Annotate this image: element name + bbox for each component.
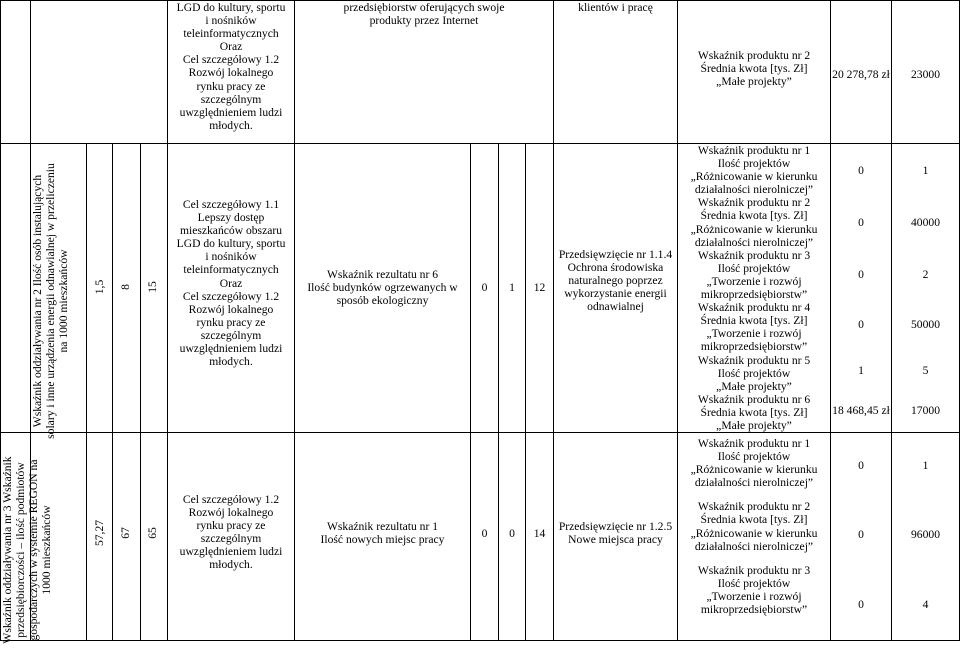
result-cell [295,1,553,27]
product-indicator [678,144,830,196]
cell-text-line: 1000 mieszkańców [40,505,54,595]
cell-text-line: Wskaźnik rezultatu nr 6 [326,268,439,281]
product-current-value: 0 [858,216,864,229]
cell-text-line: Ilość budynków ogrzewanych w [307,281,458,295]
grid-line [140,143,141,641]
cell-text-line: i nośników [205,250,257,264]
cell-text-line: sposób ekologiczny [336,294,429,308]
product-target: 23000 [911,68,940,81]
product-indicator-line: Ilość projektów [717,157,791,171]
product-current-value: 0 [858,164,864,177]
cell-text-line: „Małe projekty” [716,75,792,89]
cell-text-line: rynku pracy ze [196,315,266,329]
cell-text-line: Cel szczegółowy 1.2 [182,493,280,506]
product-indicator-line: Wskaźnik produktu nr 1 [697,144,811,157]
product-target-value: 50000 [911,318,940,331]
cell-text-line: Rozwój lokalnego [188,302,274,316]
product-indicator-line: „Tworzenie i rozwój [706,274,802,288]
result-base-value: 0 [481,281,488,294]
product-indicator-line: Ilość projektów [717,450,791,464]
cell-text-line: Wskaźnik oddziaływania nr 2 Ilość osób instalujących [31,174,44,428]
cell-text-line: Wskaźnik produktu nr 2 [697,49,811,62]
impact-mid-value: 8 [119,284,132,290]
cell-text-line: mieszkańców obszaru [179,224,283,238]
impact-base-value: 1,5 [93,279,106,295]
product-target-value: 40000 [911,216,940,229]
product-indicator-line: „Różnicowanie w kierunku [690,526,818,540]
product-indicator-line: działalności nierolniczej” [694,539,814,553]
grid-line [498,143,499,641]
product-indicator-line: „Małe projekty” [716,379,792,393]
product-indicator-line: Ilość projektów [717,576,791,590]
product-indicator-line: Średnia kwota [tys. Zł] [700,405,808,419]
cell-text-line: rynku pracy ze [196,79,266,93]
cell-text-line: klientów i pracę [578,1,653,14]
product-list [678,144,830,432]
product-current-value: 0 [858,268,864,281]
product-indicator-line: „Różnicowanie w kierunku [690,170,818,184]
grid-line [86,143,87,641]
cell-text-line: Wskaźnik rezultatu nr 1 [326,520,439,533]
cell-text-line: LGD do kultury, sportu [176,237,286,251]
product-target-value: 5 [922,364,929,377]
product-indicator-line: Wskaźnik produktu nr 4 [697,301,811,315]
product-indicator-line: działalności nierolniczej” [694,183,814,197]
cell-text-line: i nośników [205,14,257,28]
product-target-value: 96000 [911,528,940,541]
cell-text-line: przedsiębiorczości – ilość podmiotów [14,462,28,638]
product-indicator-line: działalności nierolniczej” [694,476,814,490]
product-indicator [678,196,830,248]
cell-text-line: młodych. [209,118,253,132]
product-current-value: 1 [858,364,864,377]
cell-text-line: Ochrona środowiska [567,261,664,275]
impact-target-value: 15 [146,281,159,293]
cell-text-line: Wskaźnik oddziaływania nr 3 Wskaźnik [1,456,14,644]
result-mid-value: 0 [509,527,515,540]
goal-cell [168,198,294,368]
cell-text-line: uwzględnieniem ludzi [179,342,283,356]
product-indicator-line: Wskaźnik produktu nr 3 [697,248,811,262]
product-indicator-line: Wskaźnik produktu nr 3 [697,563,811,577]
product-indicator-line: Wskaźnik produktu nr 1 [697,437,811,450]
cell-text-line: naturalnego poprzez [568,274,663,288]
cell-text-line: przedsiębiorstw oferujących swoje [343,1,505,14]
cell-text-line: szczególnym [200,532,262,546]
cell-text-line: uwzględnieniem ludzi [179,545,283,559]
cell-text-line: Nowe miejsca pracy [568,533,663,547]
cell-text-line: teleinformatycznych [183,27,279,41]
product-indicator-line: Wskaźnik produktu nr 2 [697,500,811,514]
impact-target-value: 65 [146,527,159,539]
product-indicator-line: Wskaźnik produktu nr 6 [697,392,811,406]
cell-text-line: Rozwój lokalnego [188,506,274,520]
product-indicator [678,249,830,301]
cell-text-line: młodych. [209,355,253,369]
cell-text-line: szczególnym [200,92,262,106]
cell-text-line: szczególnym [200,328,262,342]
cell-text-line: Cel szczegółowy 1.2 [182,289,280,303]
impact-indicator-label [1,448,55,652]
product-indicator-line: Ilość projektów [717,261,791,275]
goal-cell [168,493,294,572]
cell-text-line: Przedsięwzięcie nr 1.1.4 [558,248,673,261]
impact-base-value: 57,27 [93,519,106,547]
result-target-value: 14 [533,527,546,540]
cell-text-line: LGD do kultury, sportu [176,1,286,14]
product-list [678,437,830,616]
product-indicator [678,564,830,616]
product-indicator-line: „Tworzenie i rozwój [706,589,802,603]
product-indicator-line: Średnia kwota [tys. Zł] [700,314,808,328]
product-indicator-line: mikroprzedsiębiorstw” [700,603,808,617]
cell-text-line: Przedsięwzięcie nr 1.2.5 [558,520,673,533]
cell-text-line: Ilość nowych miejsc pracy [320,533,445,547]
product-indicator-line: mikroprzedsiębiorstw” [700,340,808,354]
product-indicator-line: „Małe projekty” [716,418,792,432]
product-indicator-line: „Różnicowanie w kierunku [690,222,818,236]
product-target-value: 2 [922,268,929,281]
product-indicator-line: „Różnicowanie w kierunku [690,463,818,477]
result-target-value: 12 [533,281,546,294]
result-mid-value: 1 [509,281,515,294]
product-current-value: 0 [858,528,864,541]
cell-text-line: Oraz [219,40,243,54]
cell-text-line: na 1000 mieszkańców [57,249,71,353]
product-indicator-line: działalności nierolniczej” [694,235,814,249]
row-separator [0,432,960,433]
product-target-value: 4 [922,598,929,611]
product-indicator-line: Średnia kwota [tys. Zł] [700,209,808,223]
cell-text-line: solary i inne urządzenia energii odnawialnej w przeliczeniu [44,163,58,439]
product-indicator [678,393,830,432]
product-current-value: 0 [858,318,864,331]
impact-indicator-label [31,157,71,445]
measure-cell [554,1,677,14]
product-indicator-line: Wskaźnik produktu nr 2 [697,196,811,210]
cell-text-line: Lepszy dostęp [197,211,265,225]
result-base-value: 0 [481,527,488,540]
product-amount: 20 278,78 zł [832,68,890,81]
product-indicator [678,500,830,552]
cell-text-line: odnawialnej [587,300,644,314]
product-indicator-line: mikroprzedsiębiorstw” [700,288,808,302]
product-target-value: 1 [922,459,929,472]
cell-text-line: Oraz [219,276,243,290]
cell-text-line: młodych. [209,558,253,572]
grid-line [112,143,113,641]
product-indicator-line: Wskaźnik produktu nr 5 [697,353,811,367]
cell-text-line: Cel szczegółowy 1.2 [182,53,280,67]
product-indicator-line: Średnia kwota [tys. Zł] [700,513,808,527]
product-indicator-line: „Tworzenie i rozwój [706,327,802,341]
product-current-value: 0 [858,459,864,472]
cell-text-line: rynku pracy ze [196,519,266,533]
cell-text-line: Średnia kwota [tys. Zł] [700,62,808,76]
goal-cell [168,1,294,132]
result-indicator-cell [295,520,470,546]
cell-text-line: Cel szczegółowy 1.1 [182,198,280,211]
grid-line [525,143,526,641]
product-indicator-line: Ilość projektów [717,366,791,380]
product-current-value: 18 468,45 zł [832,404,890,417]
cell-text-line: Rozwój lokalnego [188,66,274,80]
cell-text-line: wykorzystanie energii [564,287,667,301]
cell-text-line: uwzględnieniem ludzi [179,105,283,119]
cell-text-line: teleinformatycznych [183,263,279,277]
grid-line [470,143,471,641]
impact-mid-value: 67 [119,527,132,539]
product-indicator [678,437,830,489]
result-indicator-cell [295,268,470,307]
measure-cell [554,520,677,546]
cell-text-line: produkty przez Internet [369,14,479,28]
product-indicator [678,301,830,353]
product-target-value: 17000 [911,404,940,417]
product-cell [678,49,830,88]
product-current-value: 0 [858,598,864,611]
product-target-value: 1 [922,164,929,177]
cell-text-line: gospodarczych w systemie REGON na [27,459,41,641]
product-indicator [678,354,830,393]
measure-cell [554,248,677,313]
